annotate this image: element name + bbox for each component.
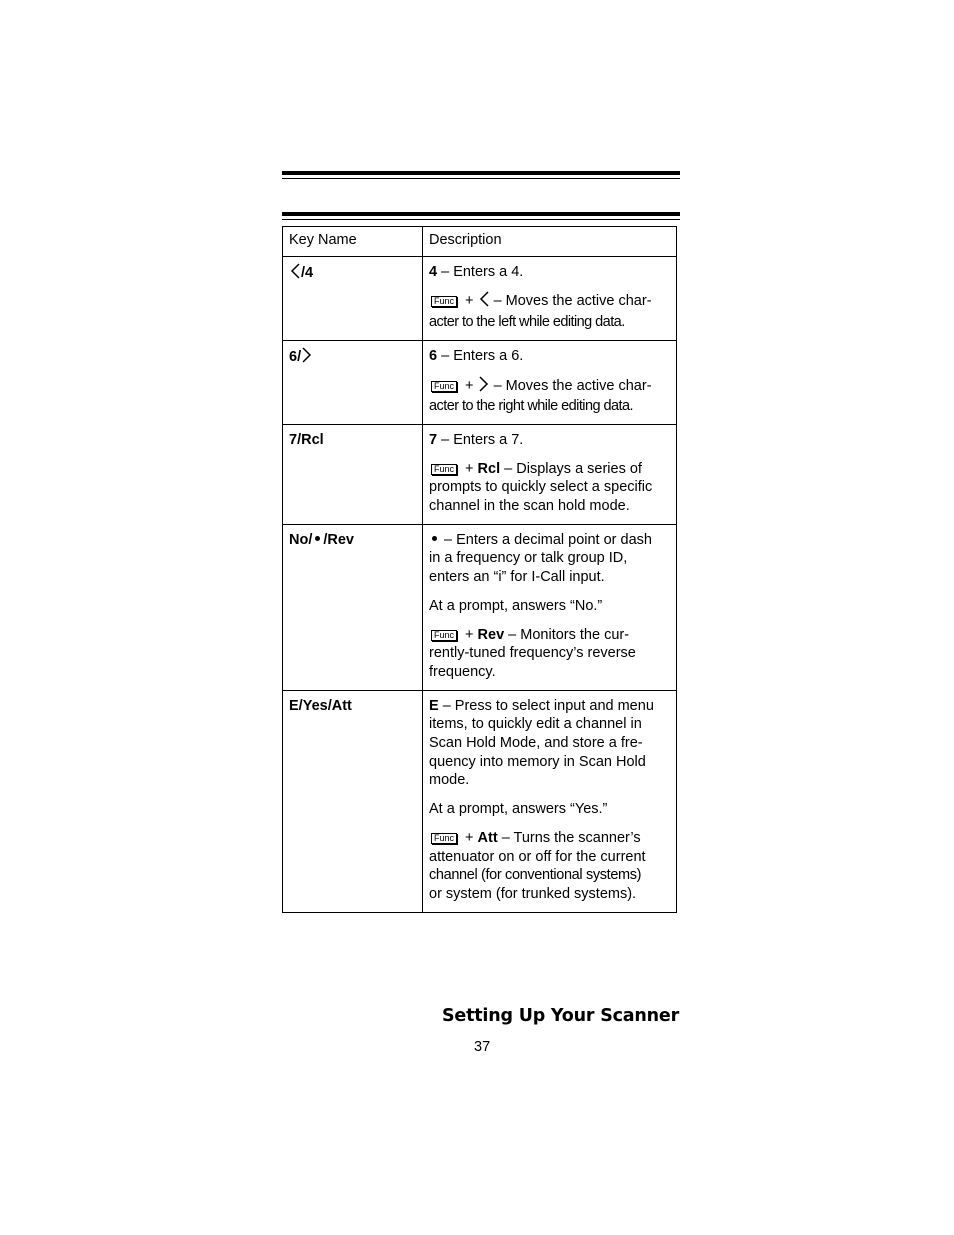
desc-bold: 4	[429, 263, 438, 280]
desc-text: – Enters a 6.	[437, 347, 524, 364]
table-row	[283, 340, 677, 424]
desc-text: items, to quickly edit a channel in	[429, 716, 642, 733]
desc-text: – Turns the scanner’s	[497, 829, 641, 846]
desc-cell	[423, 690, 677, 912]
table-row	[283, 256, 677, 340]
func-key-icon: Func	[431, 296, 457, 307]
desc-text: attenuator on or off for the current	[429, 848, 646, 865]
desc-paragraph: Func + – Moves the active char- acter to the left while editing data.	[429, 293, 652, 331]
key-label: 6/	[289, 348, 302, 365]
desc-text: rently-tuned frequency’s reverse	[429, 645, 636, 662]
desc-cell	[423, 340, 677, 424]
desc-paragraph: At a prompt, answers “Yes.”	[429, 801, 608, 818]
desc-bold: Rev	[477, 626, 505, 643]
desc-text: – Enters a decimal point or dash	[440, 531, 652, 548]
func-key-icon: Func	[431, 630, 457, 641]
desc-text: enters an “i” for I-Call input.	[429, 569, 605, 586]
table-row	[283, 524, 677, 690]
page-number: 37	[474, 1039, 491, 1055]
desc-paragraph: Func + Att – Turns the scanner’s attenuator on or off for the current channel (for conventional systems) or system (for trunked systems).	[429, 829, 646, 902]
section-footer-title: Setting Up Your Scanner	[442, 1006, 679, 1026]
func-key-icon: Func	[431, 381, 457, 392]
top-rule-thick	[282, 171, 680, 175]
desc-text: acter to the left while editing data.	[429, 314, 625, 331]
desc-paragraph	[429, 697, 669, 791]
desc-paragraph	[429, 263, 669, 282]
desc-text: – Moves the active char-	[489, 293, 652, 310]
desc-paragraph	[429, 347, 669, 366]
desc-text: – Moves the active char-	[489, 377, 652, 394]
key-label: /4	[301, 264, 314, 281]
key-label: No/	[289, 531, 313, 548]
header-key-name: Key Name	[283, 227, 423, 257]
table-header-row	[283, 227, 677, 257]
key-label: /Rev	[323, 531, 354, 548]
key-cell-6-right	[283, 340, 423, 424]
desc-paragraph: Func + Rcl – Displays a series of prompts to quickly select a specific channel in the scan hold mode.	[429, 460, 653, 515]
desc-bold: Rcl	[477, 460, 501, 477]
desc-cell	[423, 424, 677, 524]
desc-paragraph	[429, 431, 669, 450]
desc-bold: 6	[429, 347, 438, 364]
desc-text: channel (for conventional systems)	[429, 867, 642, 884]
desc-cell	[423, 524, 677, 690]
dot-icon	[315, 536, 320, 541]
key-description-table	[282, 226, 677, 913]
desc-text: in a frequency or talk group ID,	[429, 550, 628, 567]
header-description: Description	[423, 227, 677, 257]
desc-paragraph: Func + Rev – Monitors the cur- rently-tuned frequency’s reverse frequency.	[429, 626, 636, 680]
desc-cell	[423, 256, 677, 340]
desc-paragraph: Func + – Moves the active char- acter to the right while editing data.	[429, 377, 652, 415]
desc-text: Scan Hold Mode, and store a fre-	[429, 735, 643, 752]
key-cell-7-rcl: 7/Rcl	[283, 424, 423, 524]
desc-text: acter to the right while editing data.	[429, 398, 633, 415]
key-cell-left-4	[283, 256, 423, 340]
chevron-left-icon	[478, 291, 490, 313]
top-rule-thin	[282, 178, 680, 179]
func-key-icon: Func	[431, 833, 457, 844]
desc-text: frequency.	[429, 663, 496, 680]
desc-paragraph	[429, 531, 669, 587]
desc-text: – Monitors the cur-	[504, 626, 630, 643]
chevron-right-icon	[301, 347, 313, 369]
desc-text: – Enters a 4.	[437, 263, 524, 280]
desc-bold: Att	[477, 829, 498, 846]
desc-bold: 7	[429, 431, 438, 448]
desc-text: – Displays a series of	[500, 460, 642, 477]
desc-text: or system (for trunked systems).	[429, 885, 637, 902]
chevron-right-icon	[478, 376, 490, 398]
section-rule-thin	[282, 219, 680, 220]
desc-text: – Enters a 7.	[437, 431, 524, 448]
section-rule-thick	[282, 212, 680, 216]
desc-text: – Press to select input and menu	[438, 697, 654, 714]
func-key-icon: Func	[431, 464, 457, 475]
table-row	[283, 690, 677, 912]
desc-text: quency into memory in Scan Hold	[429, 753, 646, 770]
dot-icon	[432, 536, 437, 541]
desc-text: channel in the scan hold mode.	[429, 498, 630, 515]
chevron-left-icon	[289, 263, 301, 285]
desc-bold: E	[429, 697, 439, 714]
desc-text: prompts to quickly select a specific	[429, 479, 653, 496]
desc-paragraph: At a prompt, answers “No.”	[429, 597, 603, 614]
key-cell-no-dot-rev	[283, 524, 423, 690]
table-row	[283, 424, 677, 524]
desc-text: mode.	[429, 772, 470, 789]
key-cell-e-yes-att: E/Yes/Att	[283, 690, 423, 912]
